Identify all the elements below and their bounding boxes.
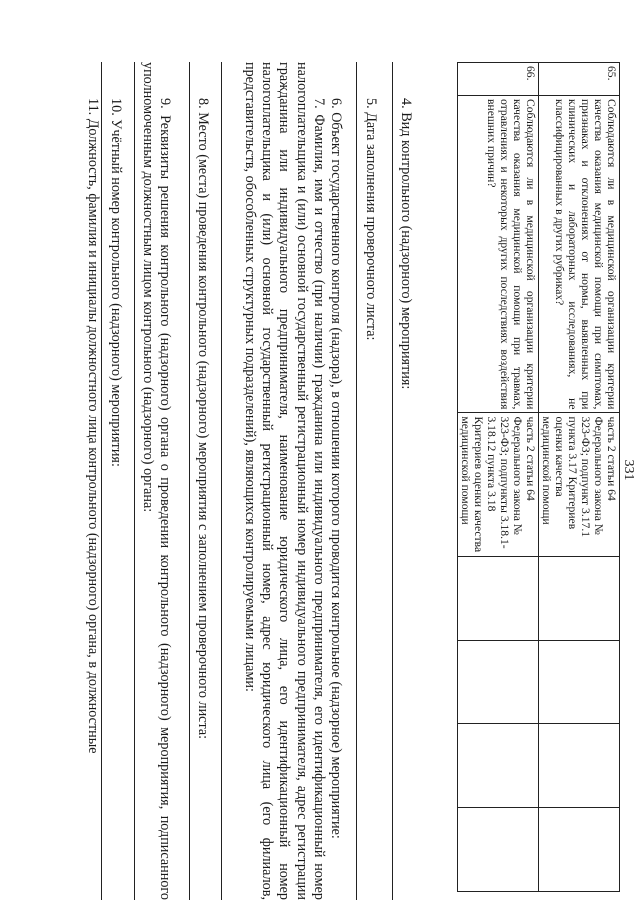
- item-5-fill-date: 5. Дата заполнения проверочного листа:: [362, 98, 379, 341]
- item-8-inspection-place: 8. Место (места) проведения контрольного (надзорного) мероприятия с заполнением проверочного листа:: [195, 98, 212, 740]
- answer-cell: [539, 640, 620, 724]
- answer-cell: [539, 557, 620, 641]
- legal-reference: часть 2 статьи 64 Федерального закона № 323-ФЗ; подпункт 3.17.1 пункта 3.17 Критериев оценки качества медицинской помощи: [539, 413, 620, 557]
- item-11-official: 11. Должность, фамилия и инициалы должностного лица контрольного (надзорного) органа, в должностные: [85, 98, 102, 754]
- row-number: 66.: [458, 63, 539, 96]
- fill-line: [392, 62, 397, 900]
- item-10-registration-number: 10. Учётный номер контрольного (надзорного) мероприятия:: [107, 98, 124, 467]
- criteria-table: [457, 62, 620, 892]
- criterion-question: Соблюдаются ли в медицинской организации критерии качества оказания медицинской помощи при травмах, отравлениях и некоторых других последствиях воздействия внешних причин?: [458, 96, 539, 413]
- criterion-question: Соблюдаются ли в медицинской организации критерии качества оказания медицинской помощи при симптомах, признаках и отклонениях от нормы, выявленных при клинических и лабораторных исследованиях, не классифицированных в других рубриках?: [539, 96, 620, 413]
- item-4-inspection-type: 4. Вид контрольного (надзорного) мероприятия:: [398, 98, 414, 390]
- item-7-controlled-person: 7. Фамилия, имя и отчество (при наличии) гражданина или индивидуального предпринимателя, его идентификационный номер налогоплательщика и (или) основной государственный регистрационный номер индивидуального предпринимателя, адрес регистрации гражданина или индивидуального предпринимателя, наименование юридического лица, его идентификационный номер налогоплательщика и (или) основной государственный регистрационный номер, адрес юридического лица (его филиалов, представительств, обособленных структурных подразделений), являющихся контролируемыми лицами:: [241, 62, 328, 900]
- item-6-control-object: 6. Объект государственного контроля (надзора), в отношении которого проводится контрольное (надзорное) мероприятие:: [328, 98, 345, 839]
- answer-cell: [458, 557, 539, 641]
- answer-cell: [458, 640, 539, 724]
- page-number: 331: [621, 459, 636, 481]
- table-row: [458, 63, 539, 892]
- answer-cell: [458, 808, 539, 892]
- checklist-details: [84, 62, 414, 900]
- answer-cell: [539, 724, 620, 808]
- item-9-decision-details: 9. Реквизиты решения контрольного (надзорного) органа о проведении контрольного (надзорного) мероприятия, подписанного уполномоченным должностным лицом контрольного (надзорного) органа:: [139, 62, 174, 900]
- answer-cell: [458, 724, 539, 808]
- row-number: 65.: [539, 63, 620, 96]
- table-row: [539, 63, 620, 892]
- answer-cell: [539, 808, 620, 892]
- fill-line: [222, 62, 241, 900]
- legal-reference: часть 2 статьи 64 Федерального закона № 323-ФЗ; подпункты 3.18.1-3.18.12 пункта 3.18 Критериев оценки качества медицинской помощи: [458, 413, 539, 557]
